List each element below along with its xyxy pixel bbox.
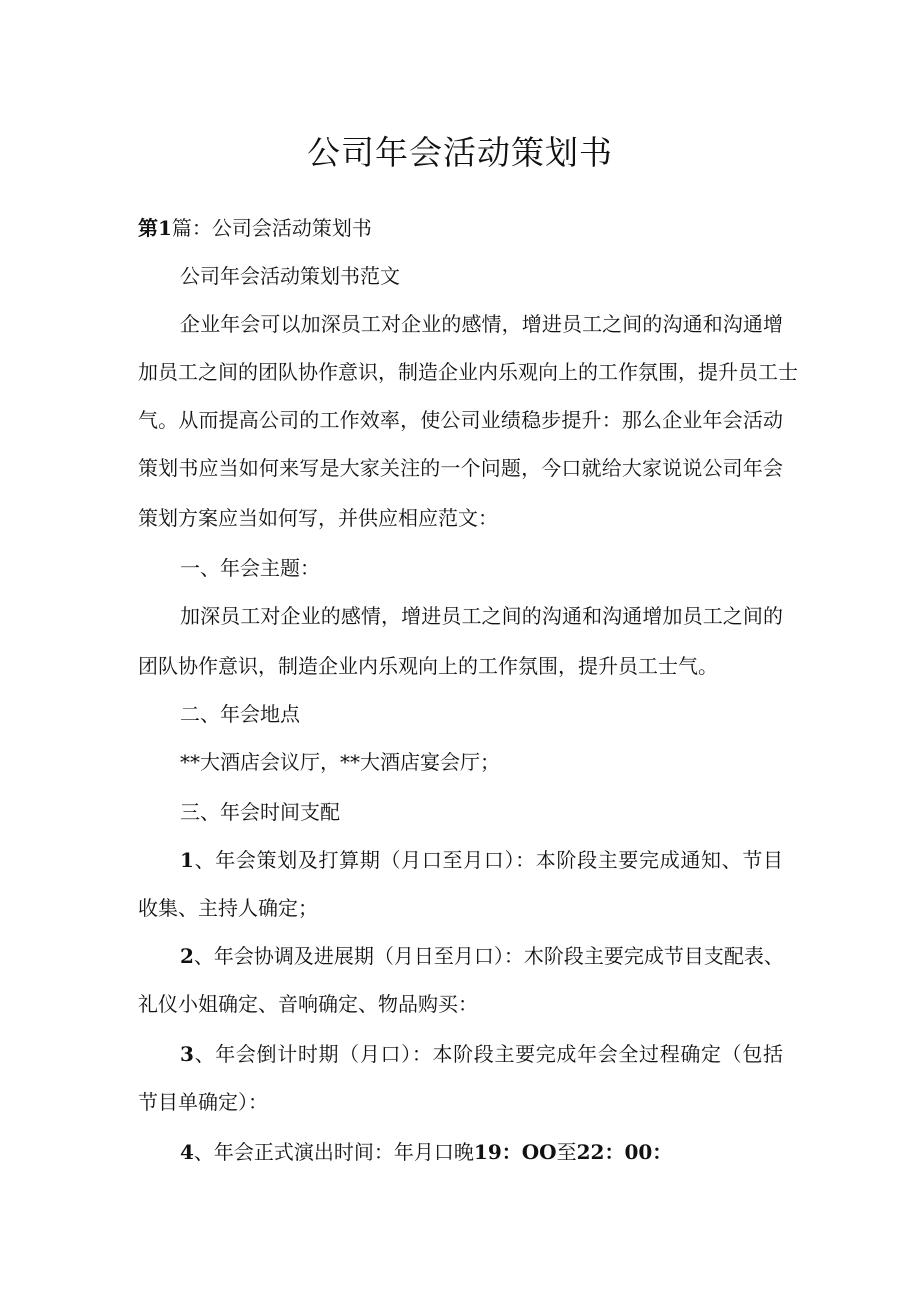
section-heading-venue: 二、年会地点	[180, 702, 300, 726]
schedule-item-text: 、年会正式演出时间：年月口晚	[193, 1140, 474, 1164]
document-title: 公司年会活动策划书	[307, 133, 613, 172]
intro-line: 加员工之间的团队协作意识，制造企业内乐观向上的工作氛围，提升员工士	[138, 360, 798, 384]
schedule-item-number: 2	[180, 944, 194, 968]
section-body-line: 加深员工对企业的感情，增进员工之间的沟通和沟通增加员工之间的	[180, 604, 783, 628]
intro-line: 策划方案应当如何写，并供应相应范文：	[138, 506, 498, 530]
schedule-item	[180, 942, 783, 970]
end-time: 22：00：	[576, 1140, 673, 1164]
intro-line: 企业年会可以加深员工对企业的感情，增进员工之间的沟通和沟通增	[180, 312, 783, 336]
document-subtitle: 公司年会活动策划书范文	[180, 264, 400, 288]
section-heading-theme: 一、年会主题：	[180, 556, 320, 580]
chapter-title: 篇：公司会活动策划书	[171, 216, 372, 240]
schedule-item-continuation: 收集、主持人确定；	[138, 896, 318, 920]
section-body-line: 团队协作意识，制造企业内乐观向上的工作氛围，提升员工士气。	[138, 654, 718, 678]
section-body-venue: **大酒店会议厅，**大酒店宴会厅；	[180, 750, 500, 774]
chapter-heading	[138, 214, 372, 242]
schedule-item-text: 、年会倒计时期（月口）：本阶段主要完成年会全过程确定（包括	[193, 1042, 783, 1066]
schedule-item	[180, 846, 783, 874]
schedule-item-number: 1	[180, 848, 194, 872]
section-heading-schedule: 三、年会时间支配	[180, 800, 340, 824]
schedule-item-text: 至	[556, 1140, 577, 1164]
chapter-number: 第1	[138, 216, 172, 240]
schedule-item	[180, 1138, 672, 1166]
schedule-item-text: 、年会协调及进展期（月日至月口）：木阶段主要完成节目支配表、	[193, 944, 784, 968]
schedule-item	[180, 1040, 783, 1068]
start-time: 19：OO	[473, 1140, 557, 1164]
schedule-item-number: 3	[180, 1042, 194, 1066]
schedule-item-continuation: 节目单确定）：	[138, 1090, 268, 1114]
schedule-item-text: 、年会策划及打算期（月口至月口）：本阶段主要完成通知、节目	[193, 848, 783, 872]
schedule-item-number: 4	[180, 1140, 194, 1164]
schedule-item-continuation: 礼仪小姐确定、音响确定、物品购买：	[138, 992, 478, 1016]
intro-line: 气。从而提高公司的工作效率，使公司业绩稳步提升：那么企业年会活动	[138, 408, 783, 432]
intro-line: 策划书应当如何来写是大家关注的一个问题，今口就给大家说说公司年会	[138, 456, 783, 480]
